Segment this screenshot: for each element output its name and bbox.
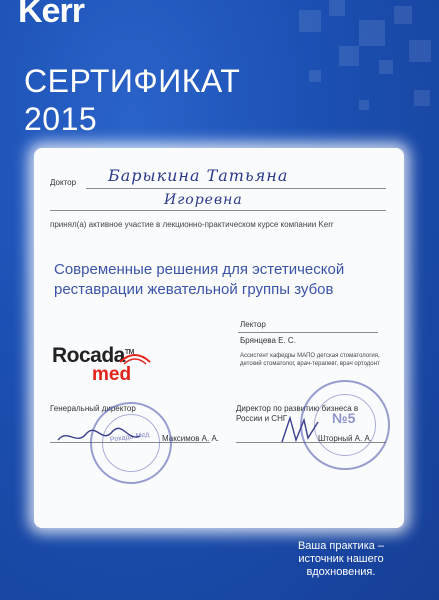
company-stamp-right: №5: [300, 380, 390, 470]
course-line-2: реставрации жевательной группы зубов: [54, 281, 334, 298]
doctor-name-line2: Игоревна: [164, 192, 243, 208]
doctor-label: Доктор: [50, 178, 77, 187]
gd-label: Генеральный директор: [50, 404, 136, 413]
company-stamp-left: Рокада-Мед: [90, 402, 172, 484]
doctor-name-line1: Барыкина Татьяна: [108, 166, 289, 185]
certificate-title: [24, 62, 240, 138]
gd-signature: [54, 422, 144, 450]
participation-text: принял(а) активное участие в лекционно-практическом курсе компании Kerr: [50, 220, 334, 229]
certificate-panel: [34, 148, 404, 528]
logo-med: med: [92, 364, 132, 385]
logo-rocada: Rocada: [52, 344, 125, 367]
lecturer-title: Ассистент кафедры МАПО детская стоматология, детский стоматолог, врач-терапевт, врач ортодонт: [240, 353, 380, 367]
lecturer-line: [238, 332, 378, 333]
logo-tm: TM: [124, 349, 134, 356]
course-line-1: Современные решения для эстетической: [54, 261, 345, 278]
lecturer-name: Брянцева Е. С.: [240, 336, 296, 345]
footer-slogan: Ваша практика – источник нашего вдохновения.: [297, 540, 385, 578]
title-year: 2015: [24, 101, 98, 137]
doctor-line-2: [50, 210, 386, 211]
title-word: СЕРТИФИКАТ: [24, 63, 241, 99]
course-title: [54, 260, 354, 300]
gd-name: Максимов А. А.: [162, 434, 220, 443]
director-signature: [278, 412, 328, 448]
rocadamed-logo: [52, 344, 192, 390]
director-name: Шторный А. А.: [318, 434, 373, 443]
brand-logo: Kerr: [18, 0, 84, 30]
doctor-line-1: [86, 188, 386, 189]
logo-waves-icon: [118, 348, 152, 370]
lecturer-label: Лектор: [240, 320, 266, 329]
decorative-squares: [239, 0, 439, 150]
director-label: Директор по развитию бизнеса в России и СНГ: [236, 404, 359, 423]
